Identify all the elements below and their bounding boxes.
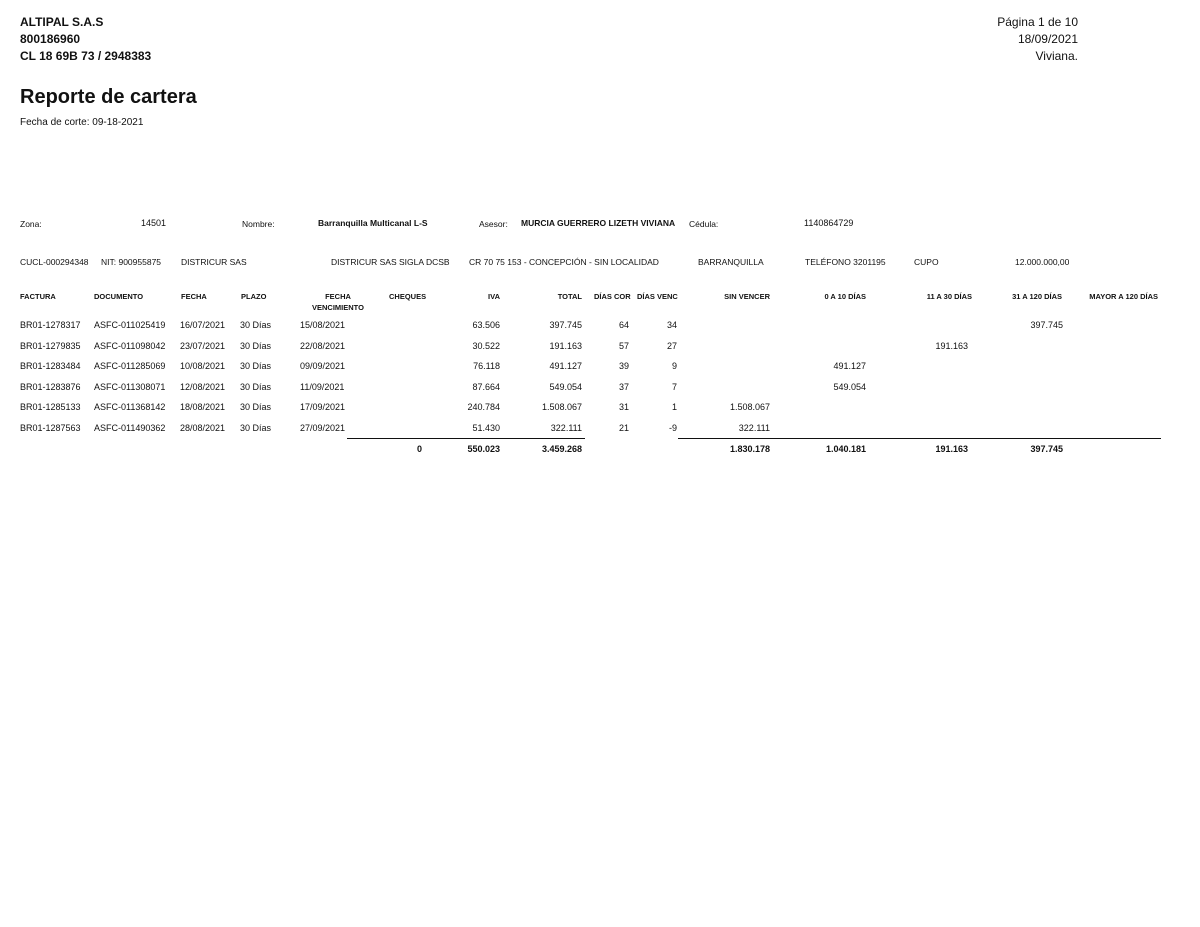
client-city: BARRANQUILLA [698, 257, 764, 267]
company-nit: 800186960 [20, 32, 81, 46]
cell-dias-venc: 1 [671, 402, 677, 413]
cell-d11-30: 191.163 [935, 340, 968, 351]
page-info [997, 14, 1078, 65]
cell-total: 322.111 [550, 423, 582, 433]
cell-iva: 76.118 [473, 361, 500, 372]
cell-documento: ASFC-011098042 [94, 340, 166, 351]
zona-label: Zona: [20, 219, 42, 229]
header-cheques: CHEQUES [389, 292, 427, 301]
cell-fecha: 23/07/2021 [180, 340, 226, 351]
cell-factura: BR01-1283876 [20, 381, 81, 392]
cell-venc: 27/09/2021 [300, 423, 346, 433]
header-documento: DOCUMENTO [94, 292, 144, 301]
cell-iva: 87.664 [472, 381, 500, 392]
cell-plazo: 30 Días [240, 402, 272, 413]
total-cheques: 0 [416, 444, 422, 454]
cell-d31-120: 397.745 [1030, 320, 1063, 330]
cell-sin-vencer: 1.508.067 [729, 402, 770, 413]
cell-factura: BR01-1278317 [20, 320, 81, 330]
cell-plazo: 30 Días [240, 381, 272, 392]
cell-venc: 22/08/2021 [300, 340, 346, 351]
header-31-120-dias: 31 A 120 DÍAS [1012, 292, 1062, 301]
cell-factura: BR01-1285133 [20, 402, 81, 413]
total-31-120-dias: 397.745 [1030, 444, 1063, 454]
asesor-value: MURCIA GUERRERO LIZETH VIVIANA [521, 218, 676, 228]
nombre-value: Barranquilla Multicanal L-S [318, 218, 428, 228]
cell-d0-10: 491.127 [833, 361, 866, 372]
report-date: 18/09/2021 [1017, 32, 1078, 46]
cell-total: 1.508.067 [541, 402, 582, 413]
asesor-label: Asesor: [479, 219, 508, 229]
cell-fecha: 10/08/2021 [180, 361, 226, 372]
cell-dias-venc: 27 [666, 340, 677, 351]
cedula-value: 1140864729 [804, 218, 854, 228]
cutoff-date: Fecha de corte: 09-18-2021 [20, 117, 144, 128]
total-total: 3.459.268 [541, 444, 582, 454]
header-dias-cor: DÍAS COR [594, 292, 631, 301]
cell-dias-cor: 21 [618, 423, 629, 433]
header-factura: FACTURA [20, 292, 56, 301]
cell-documento: ASFC-011490362 [94, 423, 166, 433]
zona-value: 14501 [141, 218, 167, 228]
cell-documento: ASFC-011368142 [94, 402, 166, 413]
cell-factura: BR01-1287563 [20, 423, 81, 433]
total-iva: 550.023 [467, 444, 500, 454]
header-11-30-dias: 11 A 30 DÍAS [926, 292, 972, 301]
cell-fecha: 16/07/2021 [180, 320, 226, 330]
header-fecha-venc-line1: FECHA [325, 292, 351, 301]
cupo-label: CUPO [914, 257, 939, 267]
header-fecha-venc-line2: VENCIMIENTO [312, 303, 364, 312]
cell-dias-cor: 37 [618, 381, 629, 392]
header-mayor-120-dias: MAYOR A 120 DÍAS [1089, 292, 1158, 301]
client-code: CUCL-000294348 [20, 257, 89, 267]
header-total: TOTAL [557, 292, 582, 301]
cell-plazo: 30 Días [240, 320, 272, 330]
client-name: DISTRICUR SAS [181, 257, 247, 267]
cell-venc: 09/09/2021 [300, 361, 346, 372]
cell-documento: ASFC-011308071 [94, 381, 166, 392]
cell-sin-vencer: 322.111 [738, 423, 770, 433]
header-0-10-dias: 0 A 10 DÍAS [824, 292, 866, 301]
cell-total: 491.127 [549, 361, 582, 372]
cell-fecha: 12/08/2021 [180, 381, 226, 392]
cell-iva: 63.506 [472, 320, 500, 330]
cell-total: 549.054 [549, 381, 582, 392]
totals-rule-left [347, 438, 585, 439]
header-sin-vencer: SIN VENCER [724, 292, 770, 301]
cell-dias-cor: 57 [618, 340, 629, 351]
cell-factura: BR01-1279835 [20, 340, 81, 351]
cell-iva: 30.522 [472, 340, 500, 351]
cell-fecha: 28/08/2021 [180, 423, 226, 433]
cell-dias-cor: 31 [618, 402, 629, 413]
cell-documento: ASFC-011025419 [94, 320, 166, 330]
client-nit: NIT: 900955875 [101, 257, 162, 267]
cell-documento: ASFC-011285069 [94, 361, 166, 372]
client-phone: TELÉFONO 3201195 [805, 257, 886, 267]
cell-venc: 11/09/2021 [300, 381, 345, 392]
cell-plazo: 30 Días [240, 340, 272, 351]
company-address: CL 18 69B 73 / 2948383 [20, 49, 152, 63]
header-fecha-vencimiento [288, 291, 388, 313]
report-user: Viviana. [1035, 49, 1078, 63]
client-address: CR 70 75 153 - CONCEPCIÓN - SIN LOCALIDAD [469, 257, 659, 267]
cedula-label: Cédula: [689, 219, 719, 229]
cell-dias-cor: 64 [618, 320, 629, 330]
total-sin-vencer: 1.830.178 [729, 444, 770, 454]
cell-dias-venc: 9 [671, 361, 677, 372]
header-dias-venc: DÍAS VENC [637, 292, 678, 301]
cell-total: 397.745 [549, 320, 582, 330]
page-number: Página 1 de 10 [997, 15, 1078, 29]
cell-venc: 15/08/2021 [300, 320, 346, 330]
nombre-label: Nombre: [242, 219, 275, 229]
cell-total: 191.163 [549, 340, 582, 351]
company-name: ALTIPAL S.A.S [20, 15, 104, 29]
cell-dias-venc: 7 [671, 381, 677, 392]
cell-plazo: 30 Días [240, 423, 272, 433]
cell-fecha: 18/08/2021 [180, 402, 226, 413]
cell-d0-10: 549.054 [833, 381, 866, 392]
cell-iva: 51.430 [472, 423, 500, 433]
company-block [20, 14, 151, 65]
totals-rule-right [678, 438, 1161, 439]
cell-dias-venc: -9 [668, 423, 677, 433]
cell-iva: 240.784 [467, 402, 500, 413]
cell-factura: BR01-1283484 [20, 361, 81, 372]
total-11-30-dias: 191.163 [935, 444, 968, 454]
header-iva: IVA [488, 292, 500, 301]
cell-dias-venc: 34 [666, 320, 677, 330]
cell-venc: 17/09/2021 [300, 402, 346, 413]
header-plazo: PLAZO [241, 292, 267, 301]
header-fecha: FECHA [181, 292, 207, 301]
total-0-10-dias: 1.040.181 [825, 444, 866, 454]
cell-dias-cor: 39 [618, 361, 629, 372]
client-business-name: DISTRICUR SAS SIGLA DCSB [331, 257, 450, 267]
cupo-value: 12.000.000,00 [1015, 257, 1070, 267]
cell-plazo: 30 Días [240, 361, 272, 372]
page-title: Reporte de cartera [20, 86, 197, 108]
